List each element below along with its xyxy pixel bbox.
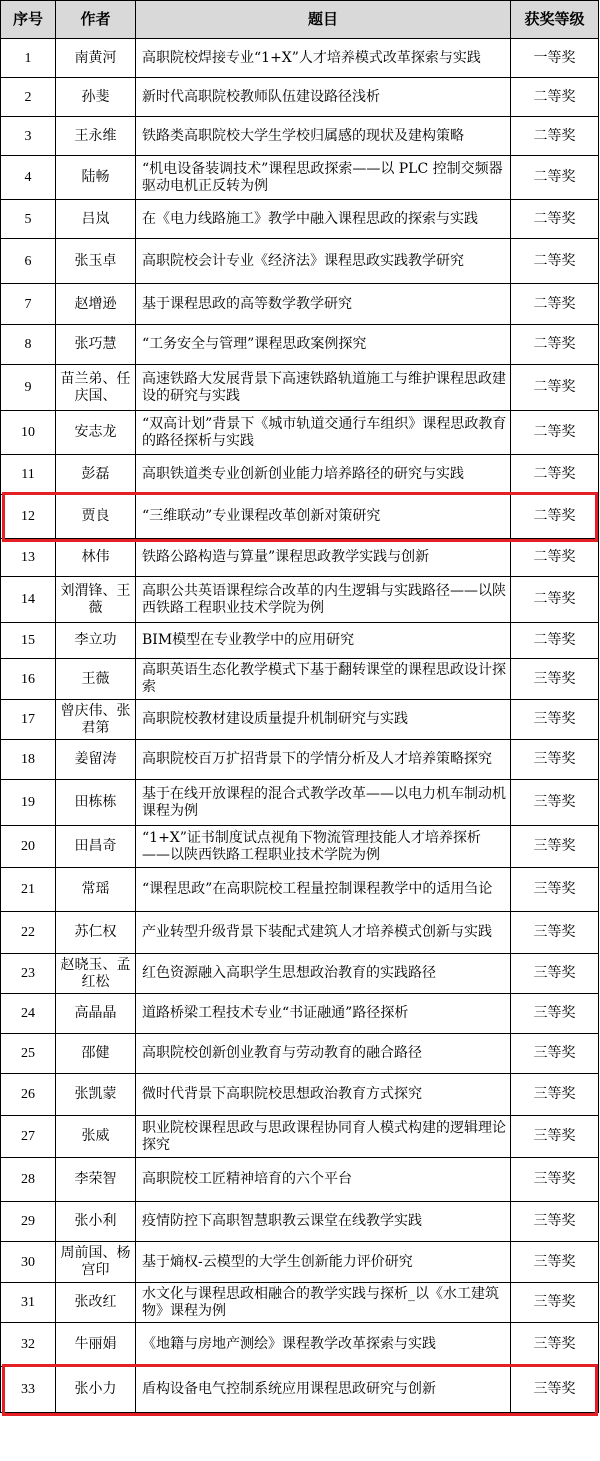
row-title: 新时代高职院校教师队伍建设路径浅析: [136, 78, 511, 117]
table-row: [1, 659, 599, 700]
row-award-level: 三等奖: [511, 1323, 599, 1367]
row-author: 张玉卓: [56, 239, 136, 284]
table-row: [1, 1116, 599, 1158]
row-title: 水文化与课程思政相融合的教学实践与探析_以《水工建筑物》课程为例: [136, 1283, 511, 1323]
row-award-level: 三等奖: [511, 1202, 599, 1242]
row-author: 苏仁权: [56, 912, 136, 954]
table-row: [1, 912, 599, 954]
row-number: 20: [1, 826, 56, 868]
row-author: 牛丽娟: [56, 1323, 136, 1367]
row-title: 高职院校百万扩招背景下的学情分析及人才培养策略探究: [136, 740, 511, 780]
row-award-level: 三等奖: [511, 1034, 599, 1074]
row-number: 18: [1, 740, 56, 780]
row-award-level: 三等奖: [511, 1242, 599, 1283]
row-title: “机电设备装调技术”课程思政探索——以 PLC 控制交频器驱动电机正反转为例: [136, 156, 511, 200]
table-row: [1, 365, 599, 411]
row-number: 7: [1, 284, 56, 325]
row-title: 高职铁道类专业创新创业能力培养路径的研究与实践: [136, 455, 511, 495]
table-row: [1, 39, 599, 78]
row-author: 周前国、杨宫印: [56, 1242, 136, 1283]
row-number: 23: [1, 954, 56, 994]
row-number: 30: [1, 1242, 56, 1283]
row-award-level: 二等奖: [511, 117, 599, 156]
table-row: [1, 78, 599, 117]
table-row: [1, 539, 599, 577]
row-title: 盾构设备电气控制系统应用课程思政研究与创新: [136, 1367, 511, 1413]
row-award-level: 二等奖: [511, 239, 599, 284]
row-author: 赵晓玉、孟红松: [56, 954, 136, 994]
row-author: 苗兰弟、任庆国、: [56, 365, 136, 411]
row-number: 28: [1, 1158, 56, 1202]
row-award-level: 二等奖: [511, 325, 599, 365]
table-row: [1, 411, 599, 455]
table-row: [1, 495, 599, 539]
row-author: 张巧慧: [56, 325, 136, 365]
row-author: 彭磊: [56, 455, 136, 495]
row-title: “课程思政”在高职院校工程量控制课程教学中的适用刍论: [136, 868, 511, 912]
row-number: 24: [1, 994, 56, 1034]
row-author: 孙斐: [56, 78, 136, 117]
row-title: 基于课程思政的高等数学教学研究: [136, 284, 511, 325]
row-award-level: 二等奖: [511, 495, 599, 539]
row-award-level: 二等奖: [511, 200, 599, 239]
row-award-level: 三等奖: [511, 994, 599, 1034]
table-row: [1, 623, 599, 659]
row-author: 高晶晶: [56, 994, 136, 1034]
header-author: 作者: [56, 1, 136, 39]
row-number: 13: [1, 539, 56, 577]
table-row: [1, 1074, 599, 1116]
row-author: 张改红: [56, 1283, 136, 1323]
table-row: [1, 200, 599, 239]
row-title: “1+X”证书制度试点视角下物流管理技能人才培养探析——以陕西铁路工程职业技术学院为例: [136, 826, 511, 868]
row-author: 王薇: [56, 659, 136, 700]
row-title: 疫情防控下高职智慧职教云课堂在线教学实践: [136, 1202, 511, 1242]
table-row: [1, 954, 599, 994]
row-author: 刘渭锋、王薇: [56, 577, 136, 623]
row-author: 姜留涛: [56, 740, 136, 780]
row-title: 基于熵权-云模型的大学生创新能力评价研究: [136, 1242, 511, 1283]
table-row: [1, 577, 599, 623]
row-number: 21: [1, 868, 56, 912]
table-row: [1, 156, 599, 200]
row-award-level: 三等奖: [511, 954, 599, 994]
row-title: “双高计划”背景下《城市轨道交通行车组织》课程思政教育的路径探析与实践: [136, 411, 511, 455]
row-title: 在《电力线路施工》教学中融入课程思政的探索与实践: [136, 200, 511, 239]
row-author: 安志龙: [56, 411, 136, 455]
header-title: 题目: [136, 1, 511, 39]
row-title: 铁路公路构造与算量”课程思政教学实践与创新: [136, 539, 511, 577]
row-number: 2: [1, 78, 56, 117]
row-author: 常瑶: [56, 868, 136, 912]
row-author: 贾良: [56, 495, 136, 539]
row-number: 32: [1, 1323, 56, 1367]
table-row: [1, 1202, 599, 1242]
row-number: 26: [1, 1074, 56, 1116]
table-row: [1, 1283, 599, 1323]
row-author: 张小力: [56, 1367, 136, 1413]
table-header-row: [1, 1, 599, 39]
row-number: 10: [1, 411, 56, 455]
row-author: 曾庆伟、张君第: [56, 700, 136, 740]
row-number: 16: [1, 659, 56, 700]
row-award-level: 二等奖: [511, 577, 599, 623]
row-award-level: 二等奖: [511, 78, 599, 117]
row-title: 道路桥梁工程技术专业“书证融通”路径探析: [136, 994, 511, 1034]
table-row: [1, 325, 599, 365]
table-row: [1, 239, 599, 284]
row-number: 15: [1, 623, 56, 659]
row-title: 高职院校工匠精神培育的六个平台: [136, 1158, 511, 1202]
header-number: 序号: [1, 1, 56, 39]
row-number: 6: [1, 239, 56, 284]
row-author: 赵增逊: [56, 284, 136, 325]
table-row: [1, 868, 599, 912]
row-number: 8: [1, 325, 56, 365]
row-title: “工务安全与管理”课程思政案例探究: [136, 325, 511, 365]
row-title: 职业院校课程思政与思政课程协同育人模式构建的逻辑理论探究: [136, 1116, 511, 1158]
table-row: [1, 1242, 599, 1283]
row-title: 基于在线开放课程的混合式教学改革——以电力机车制动机课程为例: [136, 780, 511, 826]
table-row: [1, 780, 599, 826]
row-title: 《地籍与房地产测绘》课程教学改革探索与实践: [136, 1323, 511, 1367]
row-number: 22: [1, 912, 56, 954]
row-number: 17: [1, 700, 56, 740]
header-award-level: 获奖等级: [511, 1, 599, 39]
row-award-level: 三等奖: [511, 1367, 599, 1413]
row-author: 王永维: [56, 117, 136, 156]
row-title: 高速铁路大发展背景下高速铁路轨道施工与维护课程思政建设的研究与实践: [136, 365, 511, 411]
row-number: 19: [1, 780, 56, 826]
row-number: 11: [1, 455, 56, 495]
row-award-level: 三等奖: [511, 1158, 599, 1202]
row-award-level: 二等奖: [511, 411, 599, 455]
row-number: 14: [1, 577, 56, 623]
row-number: 3: [1, 117, 56, 156]
row-award-level: 二等奖: [511, 365, 599, 411]
row-author: 吕岚: [56, 200, 136, 239]
row-author: 邵健: [56, 1034, 136, 1074]
row-title: 高职院校创新创业教育与劳动教育的融合路径: [136, 1034, 511, 1074]
table-row: [1, 740, 599, 780]
row-title: “三维联动”专业课程改革创新对策研究: [136, 495, 511, 539]
table-row: [1, 284, 599, 325]
row-award-level: 三等奖: [511, 826, 599, 868]
row-award-level: 二等奖: [511, 284, 599, 325]
table-row: [1, 1367, 599, 1413]
row-title: 高职院校教材建设质量提升机制研究与实践: [136, 700, 511, 740]
row-author: 田昌奇: [56, 826, 136, 868]
row-author: 张凯蒙: [56, 1074, 136, 1116]
row-award-level: 二等奖: [511, 539, 599, 577]
row-author: 张威: [56, 1116, 136, 1158]
row-award-level: 三等奖: [511, 740, 599, 780]
row-title: 高职公共英语课程综合改革的内生逻辑与实践路径——以陕西铁路工程职业技术学院为例: [136, 577, 511, 623]
row-award-level: 三等奖: [511, 1116, 599, 1158]
row-number: 9: [1, 365, 56, 411]
row-title: 高职院校会计专业《经济法》课程思政实践教学研究: [136, 239, 511, 284]
row-award-level: 二等奖: [511, 156, 599, 200]
row-award-level: 二等奖: [511, 455, 599, 495]
row-award-level: 二等奖: [511, 623, 599, 659]
row-number: 33: [1, 1367, 56, 1413]
row-award-level: 三等奖: [511, 868, 599, 912]
table-row: [1, 826, 599, 868]
table-row: [1, 455, 599, 495]
row-award-level: 三等奖: [511, 1074, 599, 1116]
row-number: 4: [1, 156, 56, 200]
row-title: 微时代背景下高职院校思想政治教育方式探究: [136, 1074, 511, 1116]
table-row: [1, 700, 599, 740]
row-number: 12: [1, 495, 56, 539]
row-award-level: 三等奖: [511, 659, 599, 700]
row-award-level: 三等奖: [511, 1283, 599, 1323]
row-award-level: 三等奖: [511, 780, 599, 826]
row-author: 张小利: [56, 1202, 136, 1242]
row-title: 产业转型升级背景下装配式建筑人才培养模式创新与实践: [136, 912, 511, 954]
row-author: 田栋栋: [56, 780, 136, 826]
row-award-level: 三等奖: [511, 700, 599, 740]
row-award-level: 三等奖: [511, 912, 599, 954]
table-row: [1, 994, 599, 1034]
row-author: 南黄河: [56, 39, 136, 78]
table-row: [1, 1158, 599, 1202]
row-title: 铁路类高职院校大学生学校归属感的现状及建构策略: [136, 117, 511, 156]
row-number: 29: [1, 1202, 56, 1242]
row-title: BIM模型在专业教学中的应用研究: [136, 623, 511, 659]
table-row: [1, 1323, 599, 1367]
table-body: [1, 39, 599, 1413]
row-author: 李荣智: [56, 1158, 136, 1202]
row-award-level: 一等奖: [511, 39, 599, 78]
row-author: 陆畅: [56, 156, 136, 200]
row-number: 1: [1, 39, 56, 78]
row-number: 25: [1, 1034, 56, 1074]
row-author: 李立功: [56, 623, 136, 659]
row-number: 31: [1, 1283, 56, 1323]
row-author: 林伟: [56, 539, 136, 577]
row-number: 27: [1, 1116, 56, 1158]
row-title: 高职院校焊接专业“1+X”人才培养模式改革探索与实践: [136, 39, 511, 78]
row-title: 红色资源融入高职学生思想政治教育的实践路径: [136, 954, 511, 994]
table-row: [1, 117, 599, 156]
row-number: 5: [1, 200, 56, 239]
row-title: 高职英语生态化教学模式下基于翻转课堂的课程思政设计探索: [136, 659, 511, 700]
table-row: [1, 1034, 599, 1074]
